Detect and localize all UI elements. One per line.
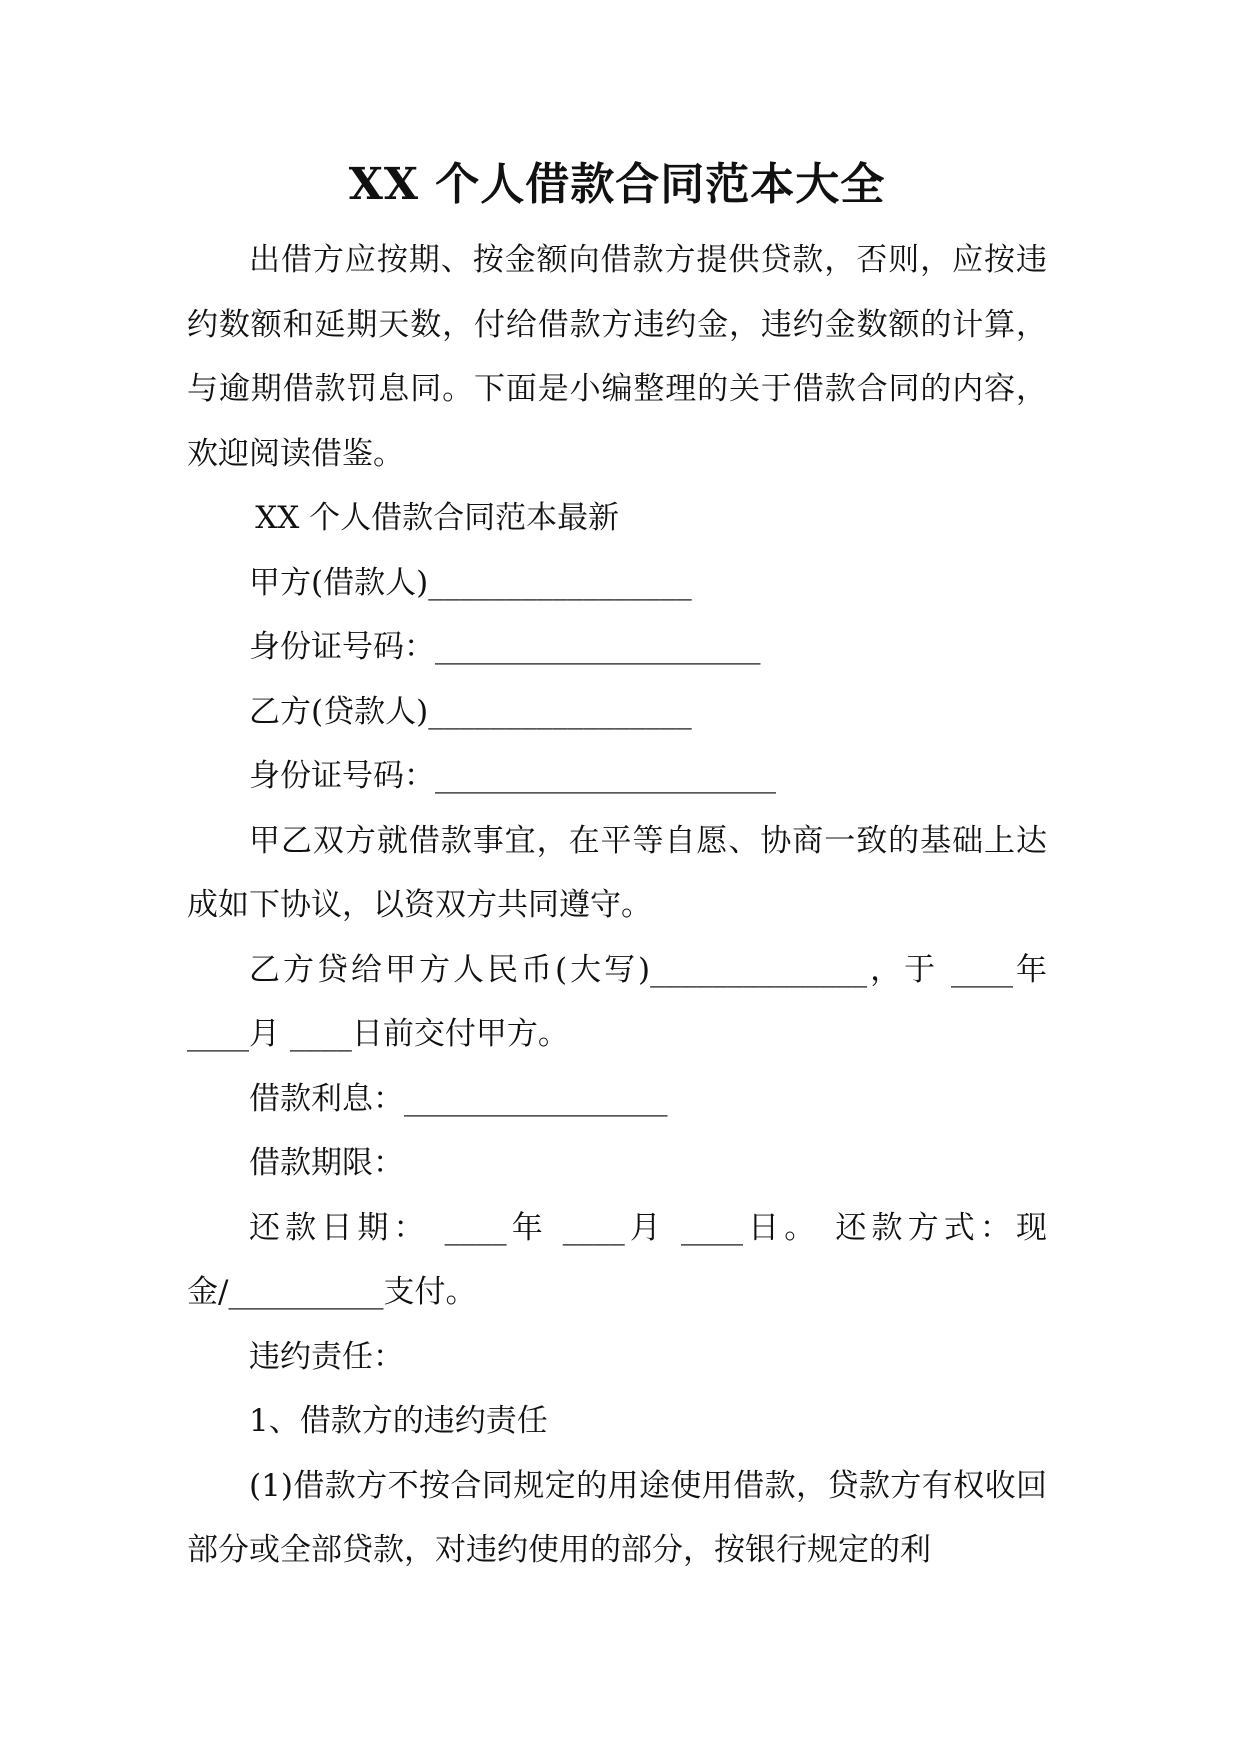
term-line: 借款期限：: [249, 1145, 404, 1181]
breach-clause-1: (1)借款方不按合同规定的用途使用借款，贷款方有权收回部分或全部贷款，对违约使用的部分，按银行规定的利: [187, 1467, 1047, 1568]
interest-line: 借款利息：_________________: [249, 1080, 668, 1117]
loan-amount-paragraph: 乙方贷给甲方人民币(大写)______________，于 ____年 ____月 ____日前交付甲方。: [187, 951, 1057, 1052]
party-b-line: 乙方(贷款人)_________________: [249, 693, 692, 730]
borrower-breach-heading: 1、借款方的违约责任: [249, 1403, 548, 1439]
document-title: XX 个人借款合同范本大全: [348, 159, 886, 210]
agreement-paragraph: 甲乙双方就借款事宜，在平等自愿、协商一致的基础上达成如下协议，以资双方共同遵守。: [187, 822, 1047, 923]
party-b-id-line: 身份证号码：______________________: [249, 758, 776, 794]
document-page: [187, 150, 1057, 1583]
breach-heading: 违约责任：: [249, 1338, 404, 1375]
repayment-paragraph: 还款日期： ____年 ____月 ____日。 还款方式：现金/__________支付。: [187, 1209, 1047, 1310]
contract-subtitle: XX 个人借款合同范本最新: [255, 500, 620, 536]
party-a-line: 甲方(借款人)_________________: [249, 564, 692, 601]
party-a-id-line: 身份证号码：_____________________: [249, 629, 761, 665]
intro-paragraph: 出借方应按期、按金额向借款方提供贷款，否则，应按违约数额和延期天数，付给借款方违约金，违约金数额的计算，与逾期借款罚息同。下面是小编整理的关于借款合同的内容，欢迎阅读借鉴。: [187, 242, 1047, 472]
